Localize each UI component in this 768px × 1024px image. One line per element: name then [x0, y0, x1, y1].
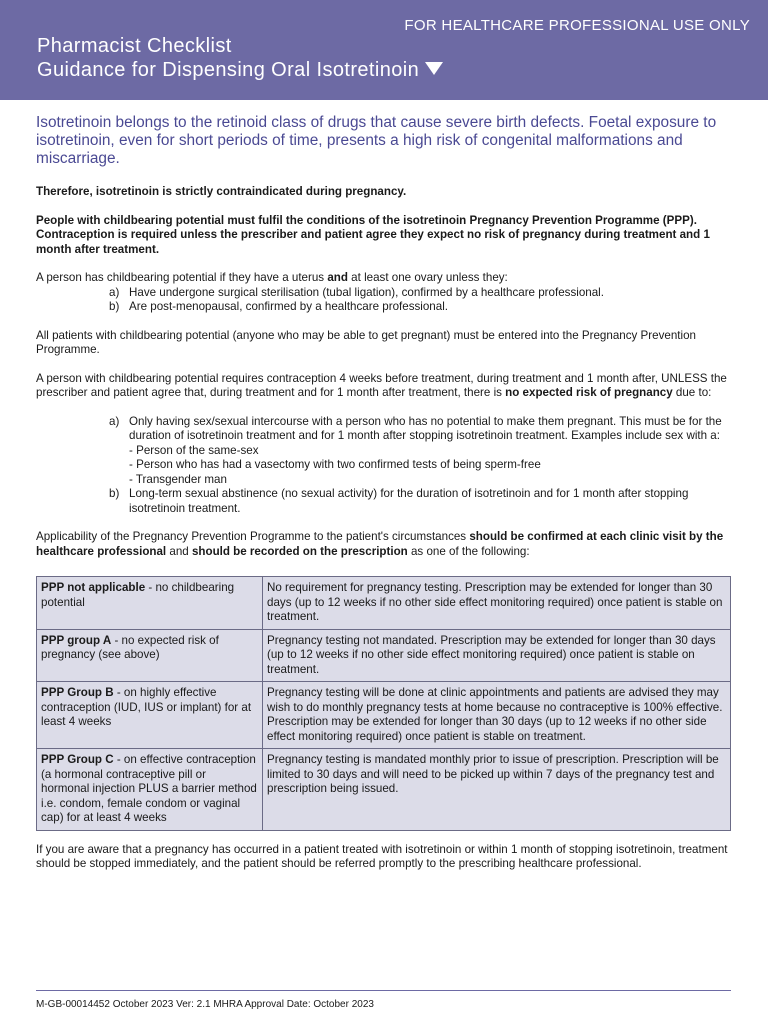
list-item: b) Are post-menopausal, confirmed by a healthcare professional.	[109, 300, 449, 313]
page-title: Pharmacist Checklist	[37, 35, 232, 57]
list-item: b) Long-term sexual abstinence (no sexual activity) for the duration of isotretinoin and for 1 month after stopping isotretinoin treatment.	[109, 487, 689, 515]
ppp-requirement: People with childbearing potential must fulfil the conditions of the isotretinoin Pregnancy Prevention Programme (PPP). Contraception is required unless the prescriber and patient agree they expect no risk of pregnancy during treatment and 1 month after treatment.	[36, 213, 710, 256]
table-cell: Pregnancy testing is mandated monthly prior to issue of prescription. Prescription will be limited to 30 days and will need to be picked up within 7 days of the pregnancy test and prescription being issued.	[263, 749, 731, 831]
applicability-paragraph: Applicability of the Pregnancy Prevention Programme to the patient's circumstances should be confirmed at each clinic visit by the healthcare professional and should be recorded on the prescription as one of the following:	[36, 530, 724, 558]
childbearing-potential-section	[36, 271, 732, 315]
table-cell: PPP Group B - on highly effective contraception (IUD, IUS or implant) for at least 4 weeks	[37, 682, 263, 749]
table-cell: PPP not applicable - no childbearing potential	[37, 577, 263, 630]
table-row	[37, 577, 731, 630]
table-row	[37, 629, 731, 682]
document-body	[36, 114, 732, 886]
table-cell: PPP group A - no expected risk of pregnancy (see above)	[37, 629, 263, 682]
list-item: - Person of the same-sex	[129, 443, 259, 457]
table-cell: No requirement for pregnancy testing. Prescription may be extended for longer than 30 days (up to 12 weeks if no other side effect monitoring required) once patient is stable on treatment.	[263, 577, 731, 630]
contraception-paragraph: A person with childbearing potential requires contraception 4 weeks before treatment, during treatment and 1 month after, UNLESS the prescriber and patient agree that, during treatment and for 1 month after treatment, there is no expected risk of pregnancy due to:	[36, 371, 727, 399]
header-banner	[0, 0, 768, 100]
triangle-down-icon	[425, 62, 443, 75]
table-cell: PPP Group C - on effective contraception (a hormonal contraceptive pill or hormonal injection PLUS a barrier method i.e. condom, female condom or vaginal cap) for at least 4 weeks	[37, 749, 263, 831]
childbearing-definition: A person has childbearing potential if they have a uterus and at least one ovary unless they:	[36, 271, 508, 284]
list-item: a) Have undergone surgical sterilisation (tubal ligation), confirmed by a healthcare professional.	[109, 285, 604, 299]
intro-paragraph: Isotretinoin belongs to the retinoid class of drugs that cause severe birth defects. Foetal exposure to isotretinoin, even for short periods of time, presents a high risk of congenital malformations and miscarriage.	[36, 114, 717, 167]
table-row	[37, 682, 731, 749]
list-item: - Person who has had a vasectomy with two confirmed tests of being sperm-free	[129, 458, 541, 471]
audience-label: FOR HEALTHCARE PROFESSIONAL USE ONLY	[404, 17, 750, 34]
ppp-status-table	[36, 576, 731, 831]
footer-divider	[36, 990, 731, 991]
list-item: a) Only having sex/sexual intercourse with a person who has no potential to make them pregnant. This must be for the duration of isotretinoin treatment and for 1 month after stopping isotretinoin treatment. Examples include sex with a:	[109, 414, 722, 442]
contraindicated-statement: Therefore, isotretinoin is strictly contraindicated during pregnancy.	[36, 185, 407, 198]
page-subtitle: Guidance for Dispensing Oral Isotretinoin	[37, 59, 443, 82]
pregnancy-occurred-paragraph: If you are aware that a pregnancy has occurred in a patient treated with isotretinoin or within 1 month of stopping isotretinoin, treatment should be stopped immediately, and the patient should be referred promptly to the prescribing healthcare professional.	[36, 842, 728, 870]
list-item: - Transgender man	[129, 472, 227, 486]
due-to-list	[36, 415, 732, 517]
all-patients-paragraph: All patients with childbearing potential (anyone who may be able to get pregnant) must be entered into the Pregnancy Prevention Programme.	[36, 328, 696, 356]
table-cell: Pregnancy testing will be done at clinic appointments and patients are advised they may wish to do monthly pregnancy tests at home because no contraceptive is 100% effective. Prescription may be extended for longer than 30 days (up to 12 weeks if no other side effect monitoring required) once patient is stable on treatment.	[263, 682, 731, 749]
table-row	[37, 749, 731, 831]
footer-reference: M-GB-00014452 October 2023 Ver: 2.1 MHRA Approval Date: October 2023	[36, 999, 374, 1010]
table-cell: Pregnancy testing not mandated. Prescription may be extended for longer than 30 days (up to 12 weeks if no other side effect monitoring required) once patient is stable on treatment.	[263, 629, 731, 682]
